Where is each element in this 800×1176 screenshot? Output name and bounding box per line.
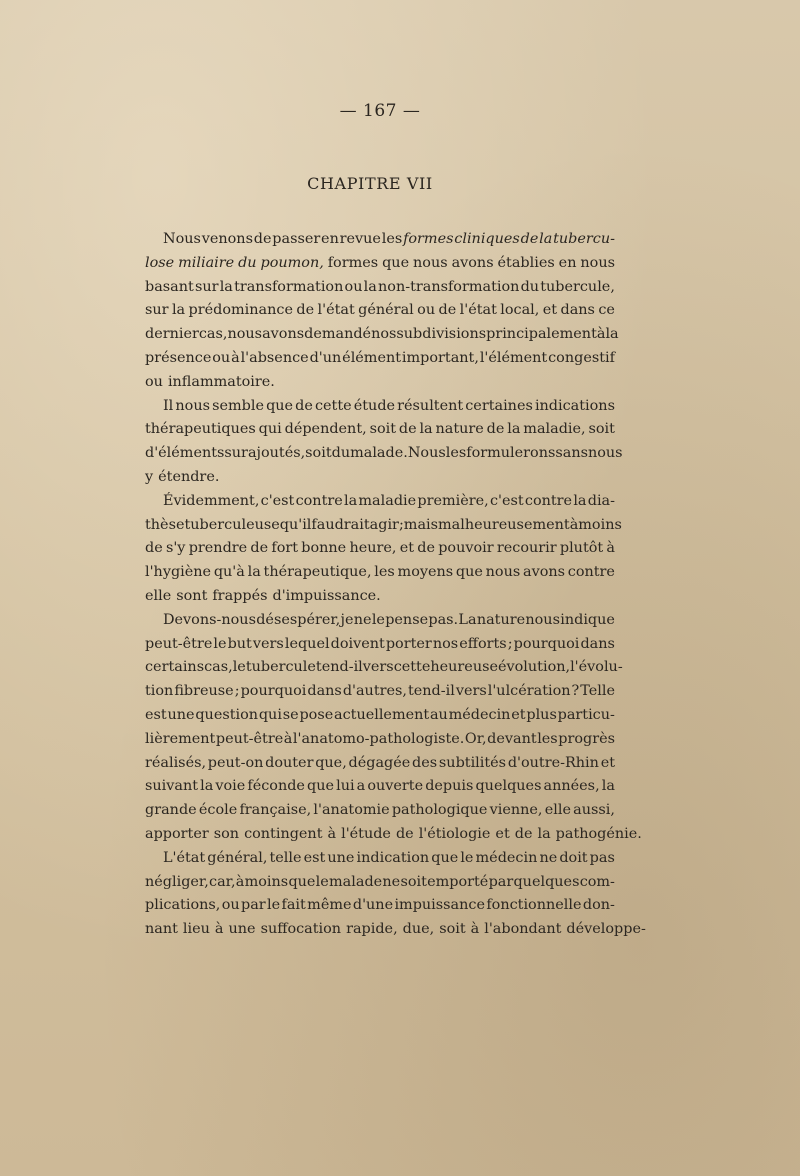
text-line: grande école française, l'anatomie pathologique vienne, elle aussi, [145,802,615,819]
text-line: L'état général, telle est une indication que le médecin ne doit pas [163,849,615,866]
text-line: nant lieu à une suffocation rapide, due, soit à l'abondant développe- [145,921,646,938]
chapter-title: CHAPITRE VII [307,174,433,193]
text-line: sur la prédominance de l'état général ou de l'état local, et dans ce [145,302,615,319]
text-line: d'éléments surajoutés, soit du malade. Nous les formulerons sans nous [145,445,623,462]
paragraph [145,395,623,490]
text-line: suivant la voie féconde que lui a ouverte depuis quelques années, la [145,778,615,795]
page-number: — 167 — [339,101,421,121]
text-line: présence ou à l'absence d'un élément important, l'élément congestif [145,349,615,366]
text-line: thérapeutiques qui dépendent, soit de la nature de la maladie, soit [145,421,615,438]
text-line: basant sur la transformation ou la non-transformation du tubercule, [145,278,615,295]
text-line: est une question qui se pose actuellement au médecin et plus particu- [145,706,615,723]
text-line: négliger, car, à moins que le malade ne soit emporté par quelques com- [145,873,615,890]
text-line: certains cas, le tubercule tend-il vers cette heureuse évolution, l'évolu- [145,659,623,676]
text-line: Devons-nous désespérer, je ne le pense pas. La nature nous indique [163,611,615,628]
text-line: Évidemment, c'est contre la maladie première, c'est contre la dia- [163,492,615,509]
text-line: réalisés, peut-on douter que, dégagée des subtilités d'outre-Rhin et [145,754,615,771]
text-line: y étendre. [145,468,220,485]
text-line: Nous venons de passer en revue les formes cliniques de la tubercu- [163,231,615,247]
text-line: tion fibreuse ; pourquoi dans d'autres, tend-il vers l'ulcération ? Telle [145,683,615,700]
text-line: de s'y prendre de fort bonne heure, et de pouvoir recourir plutôt à [145,540,615,557]
text-line: Il nous semble que de cette étude résultent certaines indications [163,397,615,414]
text-line: l'hygiène qu'à la thérapeutique, les moyens que nous avons contre [145,564,615,581]
paragraph [145,228,619,395]
text-line: lose miliaire du poumon, formes que nous avons établies en nous [145,254,615,271]
text-line: thèse tuberculeuse qu'il faudrait agir ; mais malheureusement à moins [145,516,622,533]
paragraph [145,490,622,609]
text-line: apporter son contingent à l'étude de l'étiologie et de la pathogénie. [145,825,642,842]
paragraph [145,609,642,847]
text-line: lièrement peut-être à l'anatomo-pathologiste. Or, devant les progrès [145,730,615,747]
body-text [145,228,646,942]
text-line: plications, ou par le fait même d'une impuissance fonctionnelle don- [145,897,615,914]
text-line: ou inflammatoire. [145,373,275,390]
text-line: elle sont frappés d'impuissance. [145,587,381,604]
text-line: peut-être le but vers lequel doivent porter nos efforts ; pourquoi dans [145,635,615,652]
text-line: dernier cas, nous avons demandé nos subdivisions principalement à la [145,326,619,343]
paragraph [145,847,646,942]
